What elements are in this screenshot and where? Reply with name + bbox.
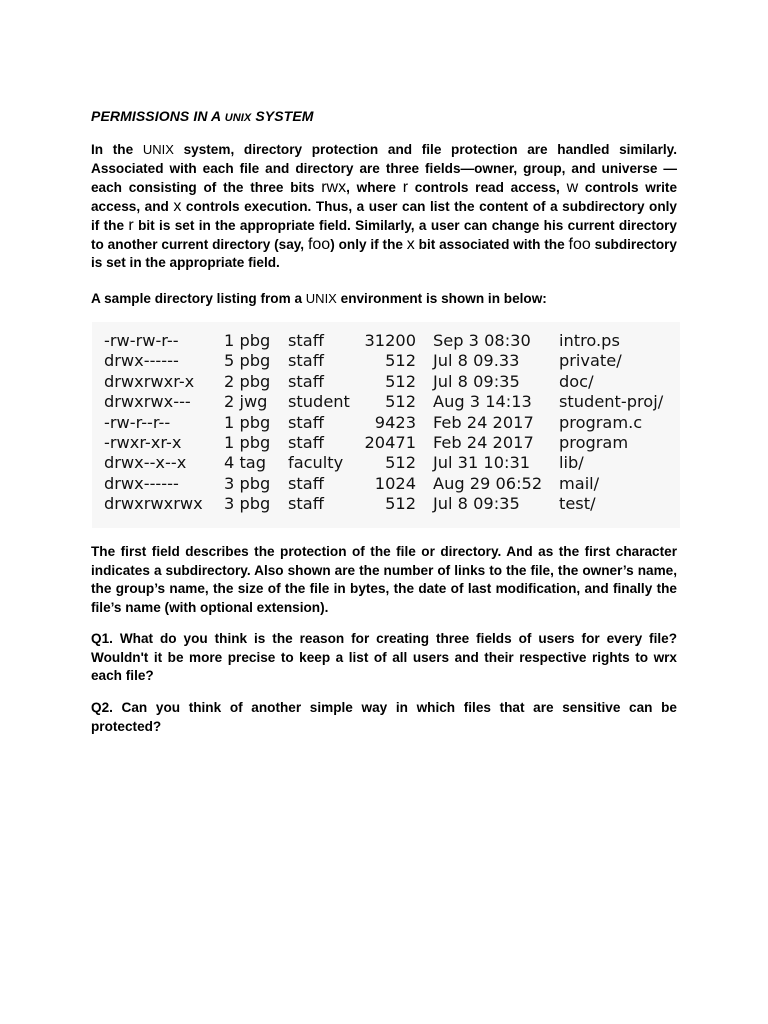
p1-foo-2: foo xyxy=(568,235,591,253)
listing-size: 20471 xyxy=(364,433,416,452)
listing-intro-paragraph xyxy=(91,290,677,309)
listing-permissions: drwx--x--x xyxy=(104,453,187,473)
listing-row xyxy=(92,351,680,371)
listing-permissions: drwxrwx--- xyxy=(104,392,191,412)
listing-date: Feb 24 2017 xyxy=(433,433,534,452)
p1-text-4: controls read access, xyxy=(408,179,567,195)
listing-row xyxy=(92,372,680,392)
p1-w: w xyxy=(566,178,579,196)
listing-permissions: drwx------ xyxy=(104,473,179,493)
p1-text-6: controls execution. Thus, a user can list the content of a subdirectory only if the xyxy=(91,198,677,233)
listing-links-owner: 2 pbg xyxy=(224,371,271,391)
listing-group: staff xyxy=(288,433,324,452)
listing-size: 512 xyxy=(385,351,416,371)
listing-size: 31200 xyxy=(364,331,416,350)
listing-filename: private/ xyxy=(559,351,622,371)
listing-filename: doc/ xyxy=(559,371,594,391)
p2-text-2: environment is shown in below: xyxy=(336,291,547,306)
question-1: Q1. What do you think is the reason for creating three fields of users for every file? Wouldn't it be more precise to keep a list of all users and their respective rights to wrx each file? xyxy=(91,631,677,683)
title-pre: PERMISSIONS IN A xyxy=(91,108,225,124)
listing-date: Aug 29 06:52 xyxy=(433,473,543,493)
listing-filename: program.c xyxy=(559,412,643,432)
listing-row xyxy=(92,392,680,412)
listing-links-owner: 5 pbg xyxy=(224,351,271,371)
p1-text-2: system, directory protection and file protection are handled similarly. Associated with each file and directory are three fields—owner, group, and universe — each consisting of the three bits xyxy=(91,142,678,195)
p1-foo-1: foo xyxy=(307,235,331,253)
listing-date: Jul 8 09.33 xyxy=(433,351,520,371)
listing-size: 512 xyxy=(385,453,416,473)
page-title xyxy=(91,108,314,124)
listing-links-owner: 3 pbg xyxy=(224,473,271,493)
p1-r-1: r xyxy=(402,178,409,196)
listing-filename: intro.ps xyxy=(559,331,620,350)
p1-text-5: controls write access, and xyxy=(91,179,678,214)
listing-group: student xyxy=(288,392,350,412)
title-unix: UNIX xyxy=(224,112,252,124)
listing-permissions: -rwxr-xr-x xyxy=(104,433,182,452)
listing-date: Jul 8 09:35 xyxy=(433,371,520,391)
listing-permissions: drwxrwxrwx xyxy=(104,494,203,514)
listing-group: staff xyxy=(288,371,324,391)
intro-paragraph xyxy=(91,141,677,273)
listing-permissions: drwxrwxr-x xyxy=(104,371,195,391)
listing-size: 512 xyxy=(385,392,416,412)
title-post: SYSTEM xyxy=(251,108,314,124)
listing-links-owner: 4 tag xyxy=(224,453,266,473)
listing-row xyxy=(92,413,680,433)
listing-permissions: -rw-r--r-- xyxy=(104,412,171,432)
listing-links-owner: 1 pbg xyxy=(224,412,271,432)
listing-group: staff xyxy=(288,331,324,350)
p1-r-2: r xyxy=(128,216,134,234)
listing-row xyxy=(92,494,680,514)
listing-filename: mail/ xyxy=(559,473,600,493)
p1-rwx: rwx xyxy=(321,178,347,196)
p1-text-10: subdirectory is set in the appropriate field. xyxy=(91,236,677,271)
listing-row xyxy=(92,453,680,473)
p1-text-3: , where xyxy=(346,179,403,195)
listing-filename: student-proj/ xyxy=(559,392,664,412)
listing-date: Jul 31 10:31 xyxy=(433,453,531,473)
listing-links-owner: 1 pbg xyxy=(224,433,271,452)
p1-unix: UNIX xyxy=(142,142,174,157)
p1-text-7: bit is set in the appropriate field. Similarly, a user can change his current directory to another current directory (say, xyxy=(91,217,677,252)
listing-permissions: drwx------ xyxy=(104,351,179,371)
listing-filename: program xyxy=(559,433,629,452)
listing-links-owner: 1 pbg xyxy=(224,331,271,350)
listing-date: Aug 3 14:13 xyxy=(433,392,532,412)
listing-filename: lib/ xyxy=(559,453,584,473)
listing-size: 512 xyxy=(385,494,416,514)
listing-row xyxy=(92,331,680,351)
p1-text-1: In the xyxy=(91,142,143,157)
directory-listing xyxy=(92,322,680,528)
p2-text-1: A sample directory listing from a xyxy=(91,291,306,306)
listing-group: staff xyxy=(288,351,324,371)
p1-text-9: bit associated with the xyxy=(414,236,569,252)
listing-date: Sep 3 08:30 xyxy=(433,331,531,350)
listing-permissions: -rw-rw-r-- xyxy=(104,331,179,350)
listing-date: Feb 24 2017 xyxy=(433,412,534,432)
p2-unix: UNIX xyxy=(305,291,337,306)
listing-size: 1024 xyxy=(374,473,416,493)
listing-row xyxy=(92,474,680,494)
p1-x-1: x xyxy=(173,197,182,215)
listing-filename: test/ xyxy=(559,494,596,514)
listing-group: staff xyxy=(288,494,324,514)
p1-text-8: ) only if the xyxy=(330,236,407,252)
listing-group: staff xyxy=(288,473,324,493)
listing-links-owner: 2 jwg xyxy=(224,392,268,412)
explanation-paragraph: The first field describes the protection of the file or directory. And as the first character indicates a subdirectory. Also shown are the number of links to the file, the owner’s name, the group’s name, the size of the file in bytes, the date of last modification, and finally the file’s name (with optional extension). xyxy=(91,544,677,615)
listing-links-owner: 3 pbg xyxy=(224,494,271,514)
listing-group: faculty xyxy=(288,453,344,473)
question-2: Q2. Can you think of another simple way in which files that are sensitive can be protected? xyxy=(91,700,677,734)
listing-size: 9423 xyxy=(374,412,416,432)
listing-group: staff xyxy=(288,412,324,432)
p1-x-2: x xyxy=(406,235,415,253)
listing-size: 512 xyxy=(385,371,416,391)
listing-date: Jul 8 09:35 xyxy=(433,494,520,514)
listing-row xyxy=(92,433,680,453)
